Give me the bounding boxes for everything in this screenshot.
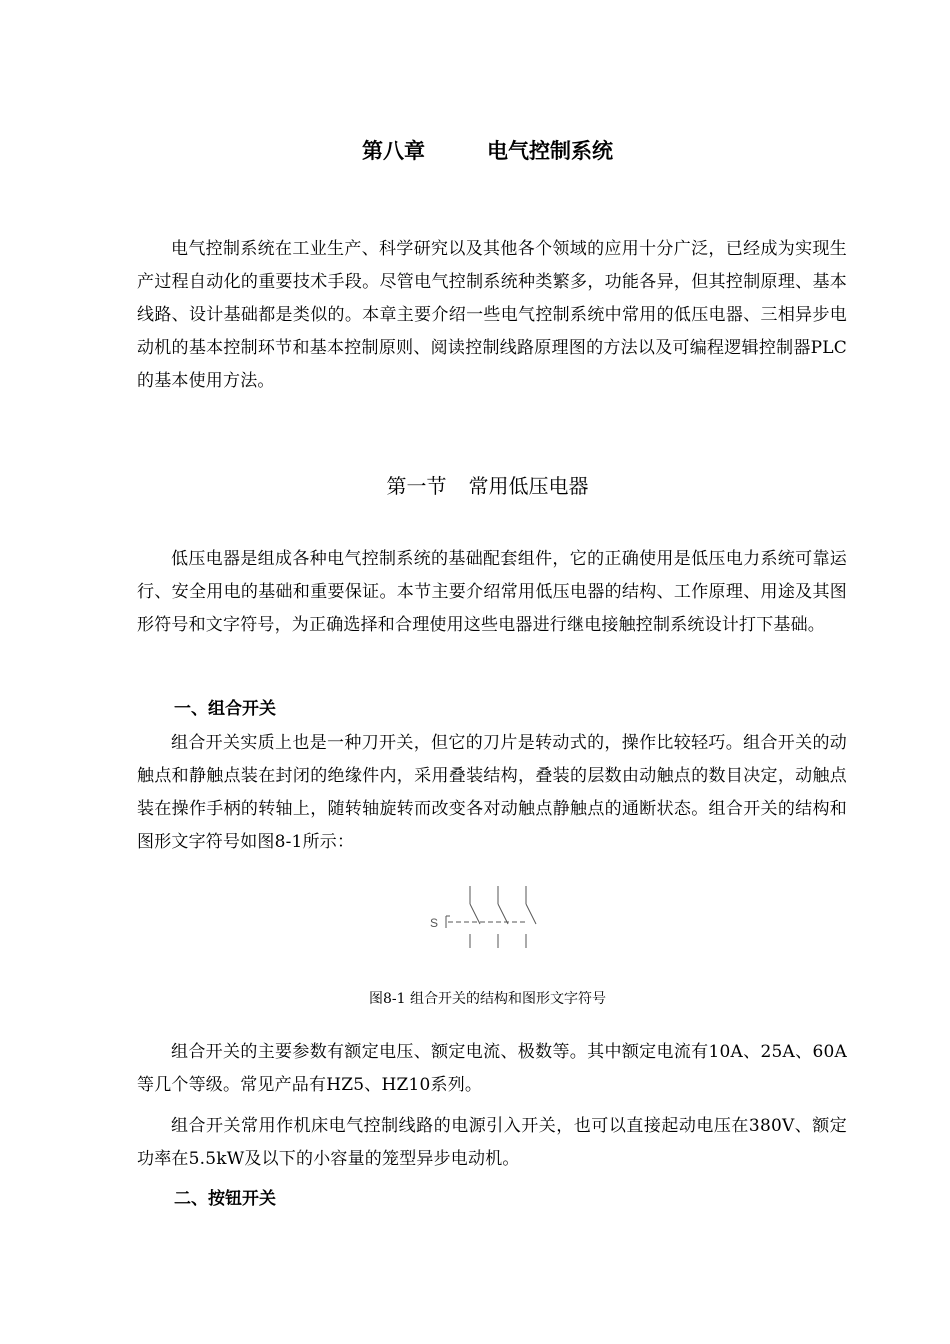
subheading-push-button-switch: 二、按钮开关	[174, 1189, 276, 1209]
chapter-title	[0, 136, 950, 166]
section-intro-paragraph: 低压电器是组成各种电气控制系统的基础配套组件，它的正确使用是低压电力系统可靠运行、安全用电的基础和重要保证。本节主要介绍常用低压电器的结构、工作原理、用途及其图形符号和文字符号，为正确选择和合理使用这些电器进行继电接触控制系统设计打下基础。	[137, 549, 847, 635]
switch-contacts	[446, 886, 536, 948]
pole-3-blade	[526, 904, 536, 924]
combination-switch-applications: 组合开关常用作机床电气控制线路的电源引入开关，也可以直接起动电压在380V、额定功率在5.5kW及以下的小容量的笼型异步电动机。	[137, 1116, 847, 1169]
subheading-combination-switch: 一、组合开关	[174, 699, 276, 719]
figure-label: S	[430, 916, 439, 930]
pole-1-blade	[470, 904, 480, 924]
figure-caption: 图8-1 组合开关的结构和图形文字符号	[369, 991, 606, 1007]
chapter-name: 电气控制系统	[487, 139, 613, 163]
section-title	[0, 471, 950, 501]
section-name: 常用低压电器	[468, 474, 589, 498]
section-number: 第一节	[386, 474, 447, 498]
pole-2-blade	[498, 904, 508, 924]
combination-switch-description: 组合开关实质上也是一种刀开关，但它的刀片是转动式的，操作比较轻巧。组合开关的动触点和静触点装在封闭的绝缘件内，采用叠装结构，叠装的层数由动触点的数目决定，动触点装在操作手柄的转轴上，随转轴旋转而改变各对动触点静触点的通断状态。组合开关的结构和图形文字符号如图8-1所示：	[137, 733, 847, 852]
figure-8-1	[420, 878, 540, 958]
chapter-number: 第八章	[362, 139, 425, 163]
chapter-intro-paragraph: 电气控制系统在工业生产、科学研究以及其他各个领域的应用十分广泛，已经成为实现生产过程自动化的重要技术手段。尽管电气控制系统种类繁多，功能各异，但其控制原理、基本线路、设计基础都是类似的。本章主要介绍一些电气控制系统中常用的低压电器、三相异步电动机的基本控制环节和基本控制原则、阅读控制线路原理图的方法以及可编程逻辑控制器PLC的基本使用方法。	[137, 239, 847, 391]
combination-switch-parameters: 组合开关的主要参数有额定电压、额定电流、极数等。其中额定电流有10A、25A、60A等几个等级。常见产品有HZ5、HZ10系列。	[137, 1042, 847, 1095]
switch-symbol-diagram	[420, 878, 540, 958]
